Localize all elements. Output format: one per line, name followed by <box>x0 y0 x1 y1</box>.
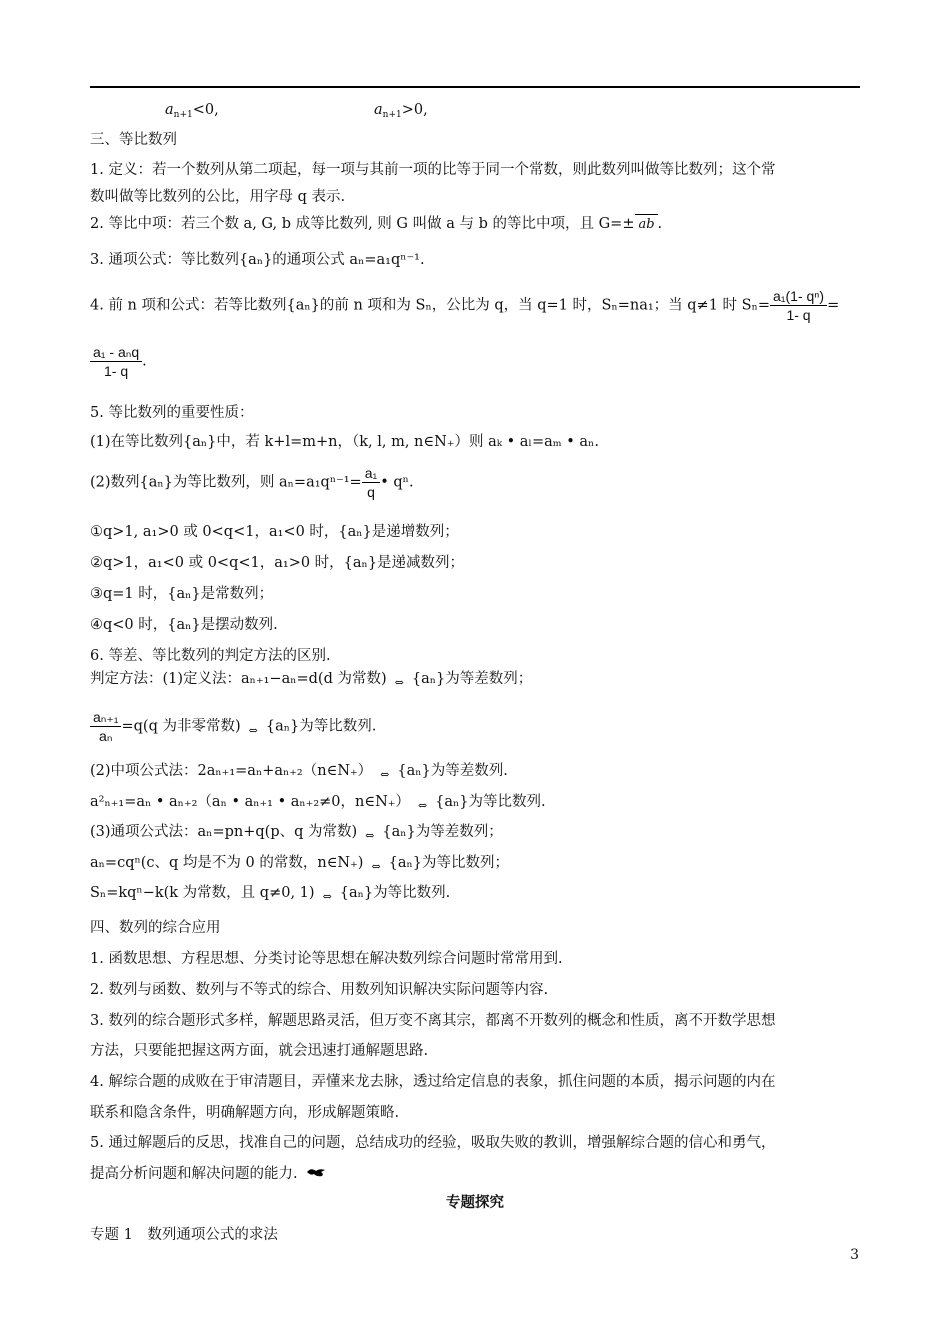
section-heading: 专题探究 <box>446 1195 504 1211</box>
judge-6: aₙ=cqⁿ(c、q 均是不为 0 的常数，n∈N₊) $_\Leftrightarrow$ {aₙ}为等比数列； <box>90 855 510 873</box>
case-3: ③q=1 时，{aₙ}是常数列； <box>90 586 274 602</box>
bird-icon <box>302 1166 326 1182</box>
app-3-line-1: 3. 数列的综合题形式多样，解题思路灵活，但万变不离其宗，都离不开数列的概念和性质，离不开数学思想 <box>90 1013 776 1029</box>
section-4-title: 四、数列的综合应用 <box>90 920 221 936</box>
case-4: ④q<0 时，{aₙ}是摆动数列. <box>90 617 278 633</box>
topic-1: 专题 1 数列通项公式的求法 <box>90 1227 278 1243</box>
top-right-expr: $a_{n+1}>0$, <box>374 102 428 120</box>
app-4-line-1: 4. 解综合题的成败在于审清题目，弄懂来龙去脉，透过给定信息的表象，抓住问题的本质，揭示问题的内在 <box>90 1074 776 1090</box>
sum-formula-cont: $\frac{\text{a₁ - aₙq}}{1- q}$ . <box>90 343 147 380</box>
property-1: (1)在等比数列{aₙ}中，若 k+l=m+n，（k, l, m, n∈N₊）则 aₖ • aₗ=aₘ • aₙ. <box>90 434 599 450</box>
definition-line-2: 数叫做等比数列的公比，用字母 q 表示. <box>90 189 346 205</box>
judge-3: (2)中项公式法：2aₙ₊₁=aₙ+aₙ₊₂（n∈N₊） $_\Leftrightarrow$ {aₙ}为等差数列. <box>90 763 508 781</box>
properties-title: 5. 等比数列的重要性质： <box>90 405 254 421</box>
sum-formula: 4. 前 n 项和公式：若等比数列{aₙ}的前 n 项和为 Sₙ，公比为 q，当 q=1 时，Sₙ=na₁；当 q≠1 时 Sₙ= $\frac{\text{a₁(1- qⁿ)}}{1- q}$ = <box>90 288 840 323</box>
judge-title: 6. 等差、等比数列的判定方法的区别. <box>90 648 331 664</box>
section-3-title: 三、等比数列 <box>90 132 177 148</box>
ratio-fraction: $\frac{\text{aₙ₊₁}}{\text{aₙ}}$ <box>90 708 121 745</box>
definition-line-1: 1. 定义：若一个数列从第二项起，每一项与其前一项的比等于同一个常数，则此数列叫做等比数列；这个常 <box>90 162 776 178</box>
app-3-line-2: 方法，只要能把握这两方面，就会迅速打通解题思路. <box>90 1043 429 1059</box>
general-term: 3. 通项公式：等比数列{aₙ}的通项公式 aₙ=a₁qⁿ⁻¹. <box>90 252 425 268</box>
property-2: (2)数列{aₙ}为等比数列，则 aₙ=a₁qⁿ⁻¹= $\frac{\text{a₁}}{q}$ • qⁿ. <box>90 465 414 500</box>
sqrt-ab: ab <box>635 214 657 235</box>
judge-1: 判定方法：(1)定义法：aₙ₊₁−aₙ=d(d 为常数) $_\Leftrightarrow$ {aₙ}为等差数列； <box>90 671 533 689</box>
app-5-line-2: 提高分析问题和解决问题的能力. <box>90 1164 326 1184</box>
sum-fraction-1: $\frac{\text{a₁(1- qⁿ)}}{1- q}$ <box>770 287 827 324</box>
top-left-expr: $a_{n+1}<0$, <box>165 102 219 120</box>
judge-4: a²ₙ₊₁=aₙ • aₙ₊₂（aₙ • aₙ₊₁ • aₙ₊₂≠0，n∈N₊） $_\Leftrightarrow$ {aₙ}为等比数列. <box>90 794 546 812</box>
app-5-line-1: 5. 通过解题后的反思，找准自己的问题，总结成功的经验，吸取失败的教训，增强解综合题的信心和勇气， <box>90 1135 776 1151</box>
judge-7: Sₙ=kqⁿ−k(k 为常数，且 q≠0, 1) $_\Leftrightarrow$ {aₙ}为等比数列. <box>90 885 451 903</box>
header-rule <box>90 86 860 88</box>
case-1: ①q>1, a₁>0 或 0<q<1，a₁<0 时，{aₙ}是递增数列； <box>90 524 459 540</box>
app-2: 2. 数列与函数、数列与不等式的综合、用数列知识解决实际问题等内容. <box>90 982 549 998</box>
judge-5: (3)通项公式法：aₙ=pn+q(p、q 为常数) $_\Leftrightarrow$ {aₙ}为等差数列； <box>90 824 503 842</box>
judge-2: $\frac{\text{aₙ₊₁}}{\text{aₙ}}$ =q(q 为非零常数) $_\Leftrightarrow$ {aₙ}为等比数列. <box>90 708 376 745</box>
geometric-mean: 2. 等比中项：若三个数 a, G, b 成等比数列, 则 G 叫做 a 与 b 的等比中项，且 G=± ab . <box>90 214 662 235</box>
app-1: 1. 函数思想、方程思想、分类讨论等思想在解决数列综合问题时常常用到. <box>90 951 563 967</box>
case-2: ②q>1，a₁<0 或 0<q<1，a₁>0 时，{aₙ}是递减数列； <box>90 555 465 571</box>
a1-over-q: $\frac{\text{a₁}}{q}$ <box>362 464 381 501</box>
app-4-line-2: 联系和隐含条件，明确解题方向，形成解题策略. <box>90 1105 400 1121</box>
page-number: 3 <box>850 1247 859 1263</box>
sum-fraction-2: $\frac{\text{a₁ - aₙq}}{1- q}$ <box>90 343 142 380</box>
